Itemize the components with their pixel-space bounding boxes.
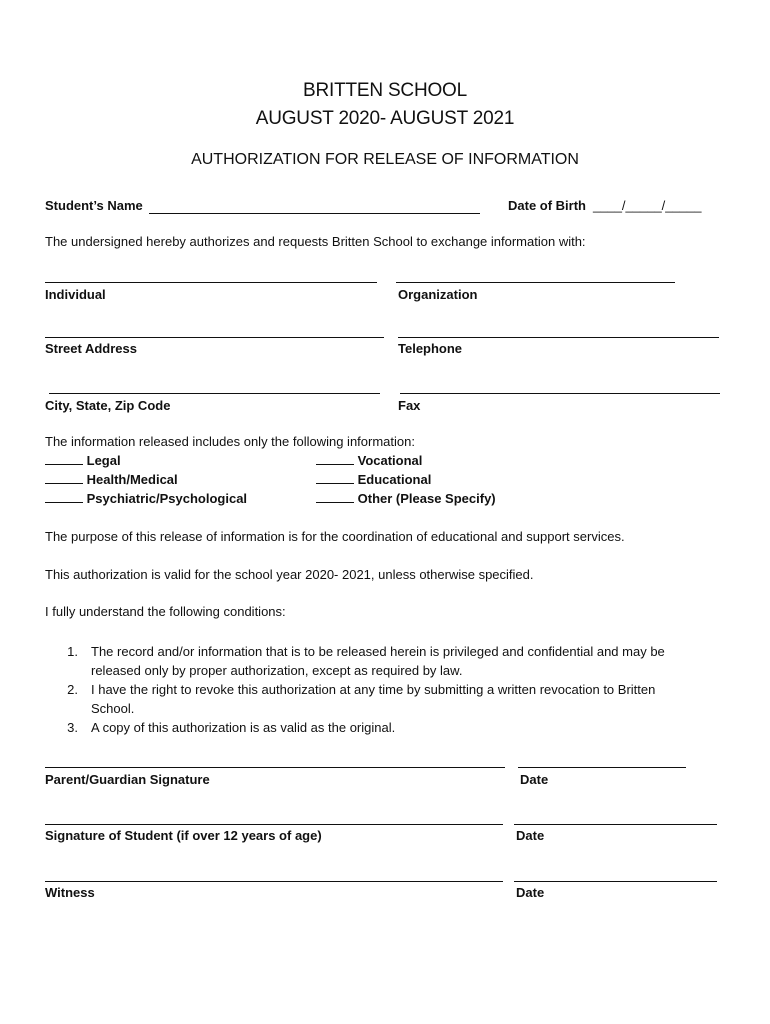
witness-signature-line[interactable] xyxy=(45,881,503,882)
student-date-line[interactable] xyxy=(514,824,717,825)
checkbox-blank[interactable] xyxy=(45,472,83,484)
info-intro: The information released includes only the following information: xyxy=(45,434,415,449)
witness-date-label: Date xyxy=(516,885,545,900)
option-other[interactable] xyxy=(316,491,496,506)
student-signature-label: Signature of Student (if over 12 years of age) xyxy=(45,828,322,843)
parent-date-label: Date xyxy=(520,772,549,787)
witness-label: Witness xyxy=(45,885,95,900)
list-number: 2. xyxy=(67,682,78,697)
conditions-intro: I fully understand the following conditions: xyxy=(45,604,286,619)
validity-text: This authorization is valid for the school year 2020- 2021, unless otherwise specified. xyxy=(45,567,534,582)
checkbox-blank[interactable] xyxy=(316,491,354,503)
street-line[interactable] xyxy=(45,337,384,338)
organization-label: Organization xyxy=(398,287,478,302)
intro-text: The undersigned hereby authorizes and requests Britten School to exchange information with: xyxy=(45,234,586,249)
organization-line[interactable] xyxy=(396,282,675,283)
condition-line: The record and/or information that is to be released herein is privileged and confidential and may be xyxy=(91,644,665,659)
option-label: Educational xyxy=(357,472,432,487)
student-name-line[interactable] xyxy=(149,213,480,214)
city-line[interactable] xyxy=(49,393,380,394)
student-name-label: Student’s Name xyxy=(45,198,143,213)
parent-date-line[interactable] xyxy=(518,767,686,768)
condition-line: released only by proper authorization, except as required by law. xyxy=(91,663,463,678)
student-date-label: Date xyxy=(516,828,545,843)
checkbox-blank[interactable] xyxy=(45,491,83,503)
telephone-line[interactable] xyxy=(398,337,719,338)
checkbox-blank[interactable] xyxy=(316,453,354,465)
witness-date-line[interactable] xyxy=(514,881,717,882)
option-label: Legal xyxy=(86,453,121,468)
checkbox-blank[interactable] xyxy=(316,472,354,484)
individual-label: Individual xyxy=(45,287,106,302)
option-vocational[interactable] xyxy=(316,453,422,468)
option-psychiatric[interactable] xyxy=(45,491,247,506)
parent-signature-line[interactable] xyxy=(45,767,505,768)
condition-line: I have the right to revoke this authorization at any time by submitting a written revocation to Britten xyxy=(91,682,656,697)
option-label: Vocational xyxy=(357,453,423,468)
checkbox-blank[interactable] xyxy=(45,453,83,465)
telephone-label: Telephone xyxy=(398,341,463,356)
individual-line[interactable] xyxy=(45,282,377,283)
school-name: BRITTEN SCHOOL xyxy=(303,80,467,101)
purpose-text: The purpose of this release of information is for the coordination of educational and support services. xyxy=(45,529,625,544)
parent-signature-label: Parent/Guardian Signature xyxy=(45,772,210,787)
fax-label: Fax xyxy=(398,398,421,413)
option-label: Health/Medical xyxy=(86,472,178,487)
option-legal[interactable] xyxy=(45,453,121,468)
option-label: Other (Please Specify) xyxy=(357,491,496,506)
list-number: 3. xyxy=(67,720,78,735)
list-number: 1. xyxy=(67,644,78,659)
condition-item-2 xyxy=(64,680,724,718)
option-health-medical[interactable] xyxy=(45,472,178,487)
condition-item-3 xyxy=(64,718,724,737)
option-educational[interactable] xyxy=(316,472,431,487)
condition-item-1 xyxy=(64,642,724,680)
form-title: AUTHORIZATION FOR RELEASE OF INFORMATION xyxy=(191,151,579,168)
dob-blank[interactable]: ____/_____/_____ xyxy=(593,198,702,213)
student-signature-line[interactable] xyxy=(45,824,503,825)
dob-label: Date of Birth xyxy=(508,198,586,213)
option-label: Psychiatric/Psychological xyxy=(86,491,248,506)
condition-line: A copy of this authorization is as valid as the original. xyxy=(91,720,396,735)
city-label: City, State, Zip Code xyxy=(45,398,171,413)
school-year: AUGUST 2020- AUGUST 2021 xyxy=(255,108,515,129)
fax-line[interactable] xyxy=(400,393,720,394)
condition-line: School. xyxy=(91,701,135,716)
street-label: Street Address xyxy=(45,341,137,356)
